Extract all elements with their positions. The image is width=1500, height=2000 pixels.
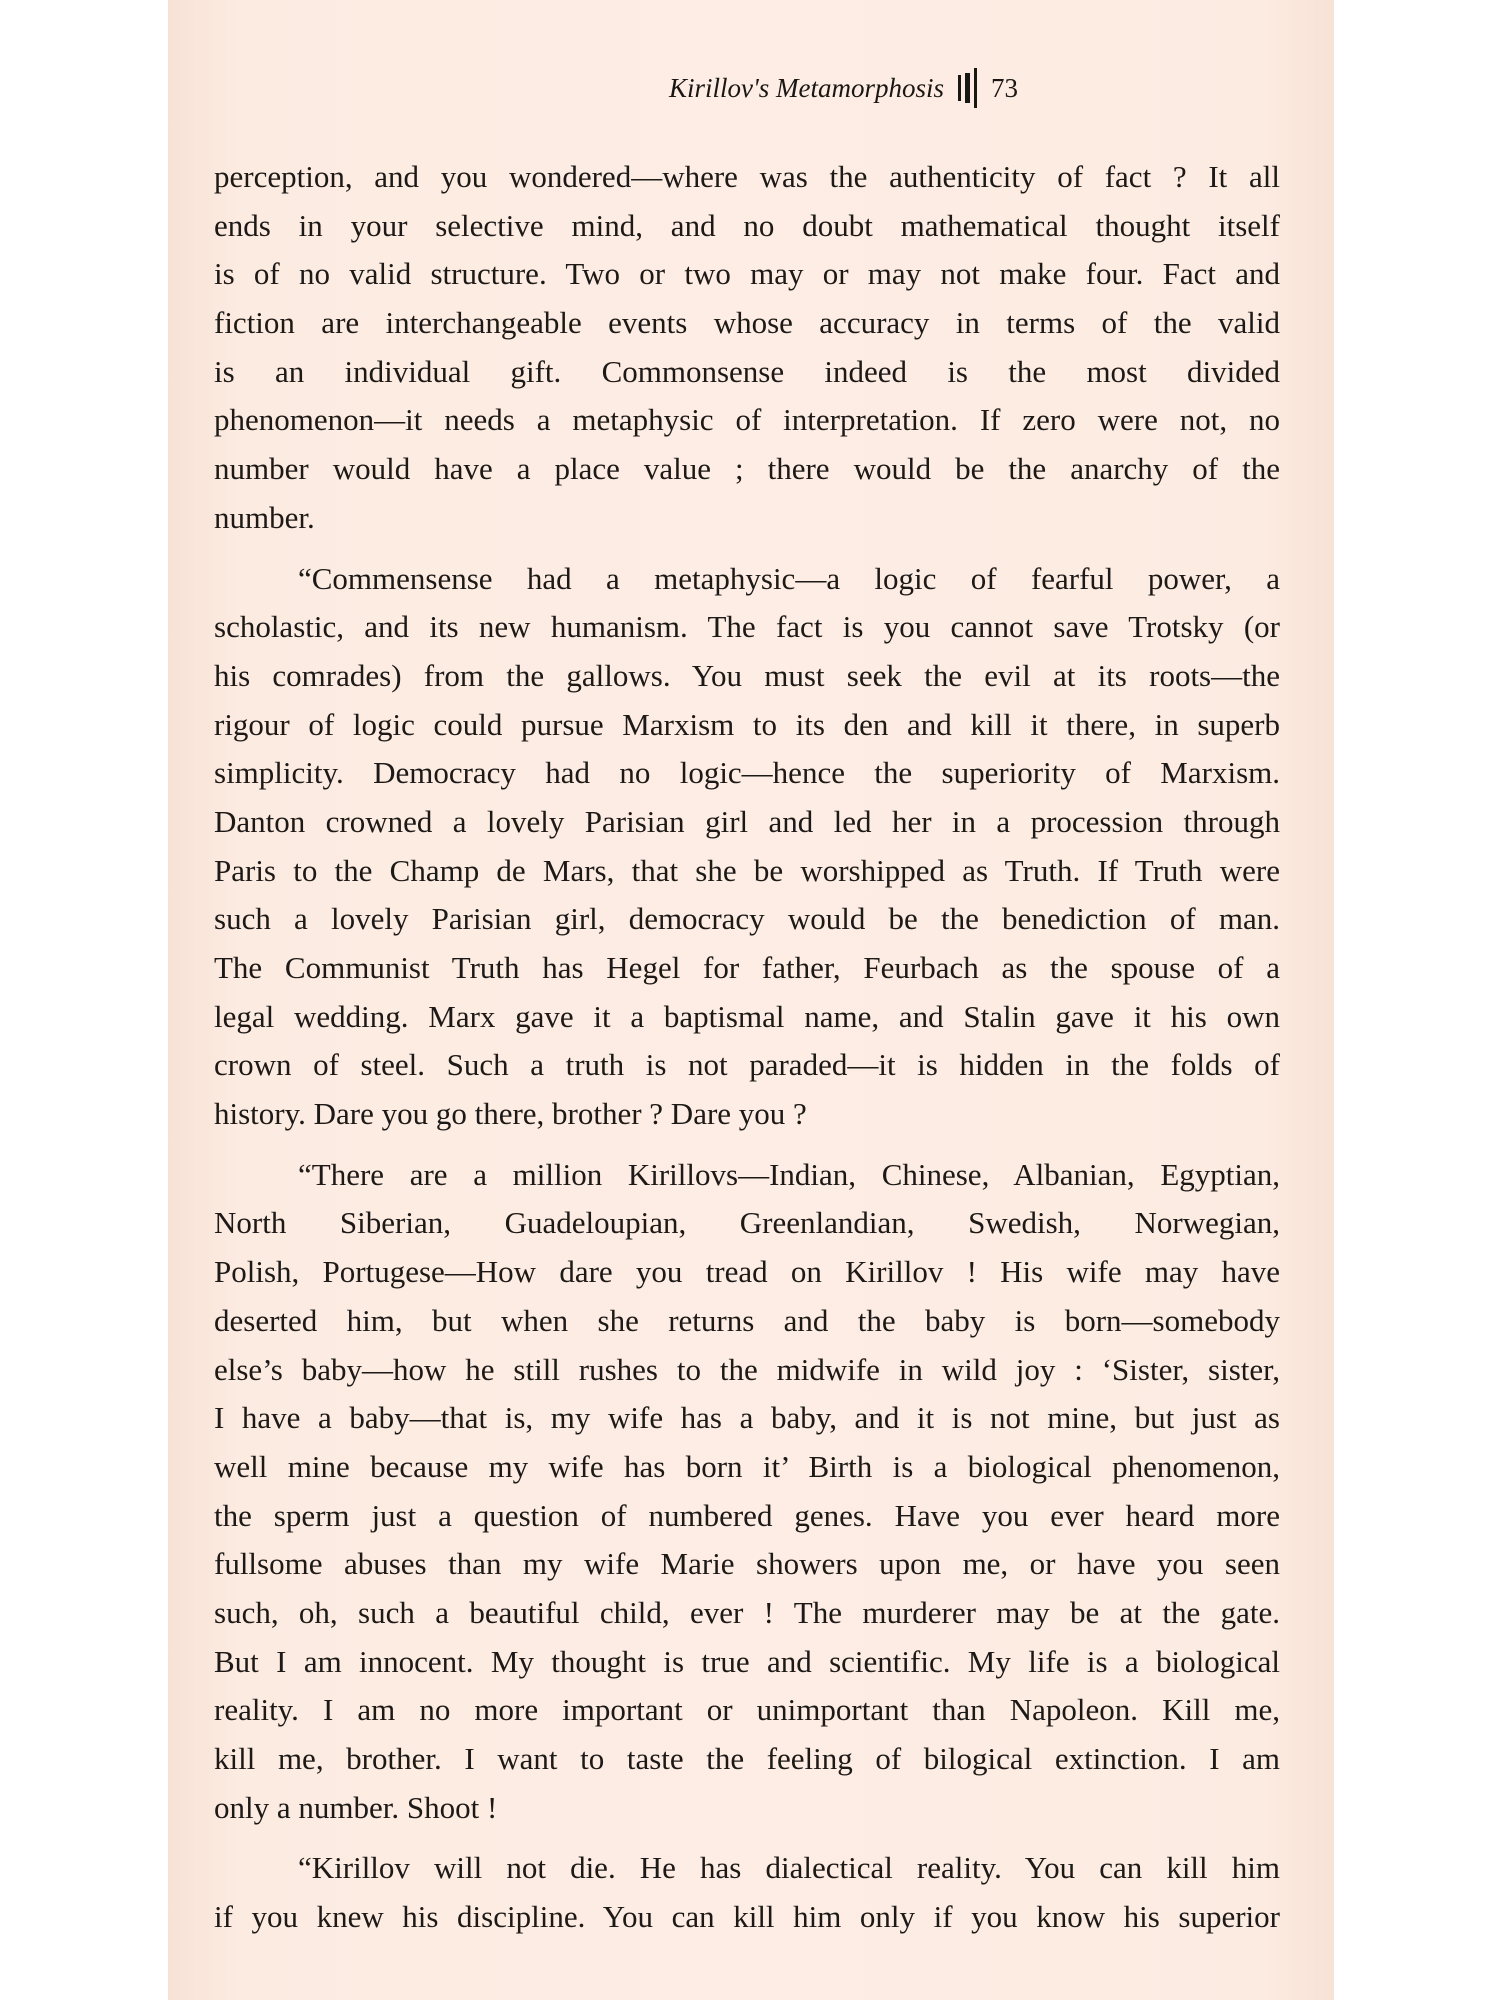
text-line: But I am innocent. My thought is true and scientific. My life is a biological [214, 1643, 1280, 1679]
text-line: crown of steel. Such a truth is not paraded—it is hidden in the folds of [214, 1047, 1280, 1083]
text-line: “There are a million Kirillovs—Indian, Chinese, Albanian, Egyptian, [298, 1156, 1280, 1192]
text-line: Danton crowned a lovely Parisian girl and led her in a procession through [214, 803, 1280, 839]
text-line: simplicity. Democracy had no logic—hence the superiority of Marxism. [214, 755, 1280, 791]
page-number: 73 [991, 72, 1018, 103]
text-line: “Kirillov will not die. He has dialectical reality. You can kill him [298, 1850, 1280, 1886]
text-line: kill me, brother. I want to taste the feeling of bilogical extinction. I am [214, 1741, 1280, 1776]
text-line: legal wedding. Marx gave it a baptismal name, and Stalin gave it his own [214, 998, 1280, 1034]
paragraph-gap [214, 1139, 1280, 1151]
text-line: such a lovely Parisian girl, democracy would be the benediction of man. [214, 901, 1280, 937]
text-line: “Commensense had a metaphysic—a logic of fearful power, a [298, 560, 1280, 596]
text-line: Polish, Portugese—How dare you tread on Kirillov ! His wife may have [214, 1254, 1280, 1290]
text-line: deserted him, but when she returns and the baby is born—somebody [214, 1302, 1280, 1338]
text-line: the sperm just a question of numbered genes. Have you ever heard more [214, 1497, 1280, 1533]
paragraph-2 [214, 555, 1280, 1139]
text-line: is of no valid structure. Two or two may or may not make four. Fact and [214, 256, 1280, 292]
paragraph-4 [214, 1844, 1280, 1941]
text-line: only a number. Shoot ! [214, 1789, 498, 1825]
text-line: history. Dare you go there, brother ? Dare you ? [214, 1096, 807, 1132]
text-line: I have a baby—that is, my wife has a baby, and it is not mine, but just as [214, 1400, 1280, 1436]
paragraph-3 [214, 1151, 1280, 1833]
text-line: rigour of logic could pursue Marxism to its den and kill it there, in superb [214, 706, 1280, 742]
text-line: his comrades) from the gallows. You must seek the evil at its roots—the [214, 657, 1280, 693]
text-line: such, oh, such a beautiful child, ever ! The murderer may be at the gate. [214, 1594, 1280, 1630]
text-line: North Siberian, Guadeloupian, Greenlandian, Swedish, Norwegian, [214, 1205, 1280, 1241]
text-line: well mine because my wife has born it’ Birth is a biological phenomenon, [214, 1448, 1280, 1484]
running-title: Kirillov's Metamorphosis [668, 72, 944, 103]
text-line: phenomenon—it needs a metaphysic of interpretation. If zero were not, no [214, 402, 1280, 438]
book-page [168, 0, 1334, 2000]
paragraph-gap [214, 543, 1280, 555]
text-line: fiction are interchangeable events whose accuracy in terms of the valid [214, 305, 1280, 341]
header-rule-bar [965, 73, 970, 103]
text-line: if you knew his discipline. You can kill him only if you know his superior [214, 1899, 1280, 1935]
text-line: perception, and you wondered—where was the authenticity of fact ? It all [214, 159, 1280, 194]
text-line: fullsome abuses than my wife Marie showers upon me, or have you seen [214, 1546, 1280, 1582]
text-line: ends in your selective mind, and no doubt mathematical thought itself [214, 207, 1280, 243]
body-text [214, 153, 1280, 1942]
text-line: is an individual gift. Commonsense indeed is the most divided [214, 353, 1280, 389]
header-rule-bar [958, 75, 961, 101]
running-head [669, 68, 1018, 108]
header-rule-bar [974, 68, 977, 108]
text-line: number would have a place value ; there would be the anarchy of the [214, 451, 1280, 487]
text-line: number. [214, 499, 315, 535]
paragraph-1 [214, 153, 1280, 543]
text-line: scholastic, and its new humanism. The fact is you cannot save Trotsky (or [214, 609, 1280, 645]
header-rule-ornament [958, 68, 977, 108]
paragraph-gap [214, 1832, 1280, 1844]
text-line: else’s baby—how he still rushes to the midwife in wild joy : ‘Sister, sister, [214, 1351, 1280, 1387]
text-line: reality. I am no more important or unimportant than Napoleon. Kill me, [214, 1692, 1280, 1728]
text-line: Paris to the Champ de Mars, that she be worshipped as Truth. If Truth were [214, 852, 1280, 888]
text-line: The Communist Truth has Hegel for father, Feurbach as the spouse of a [214, 950, 1280, 985]
